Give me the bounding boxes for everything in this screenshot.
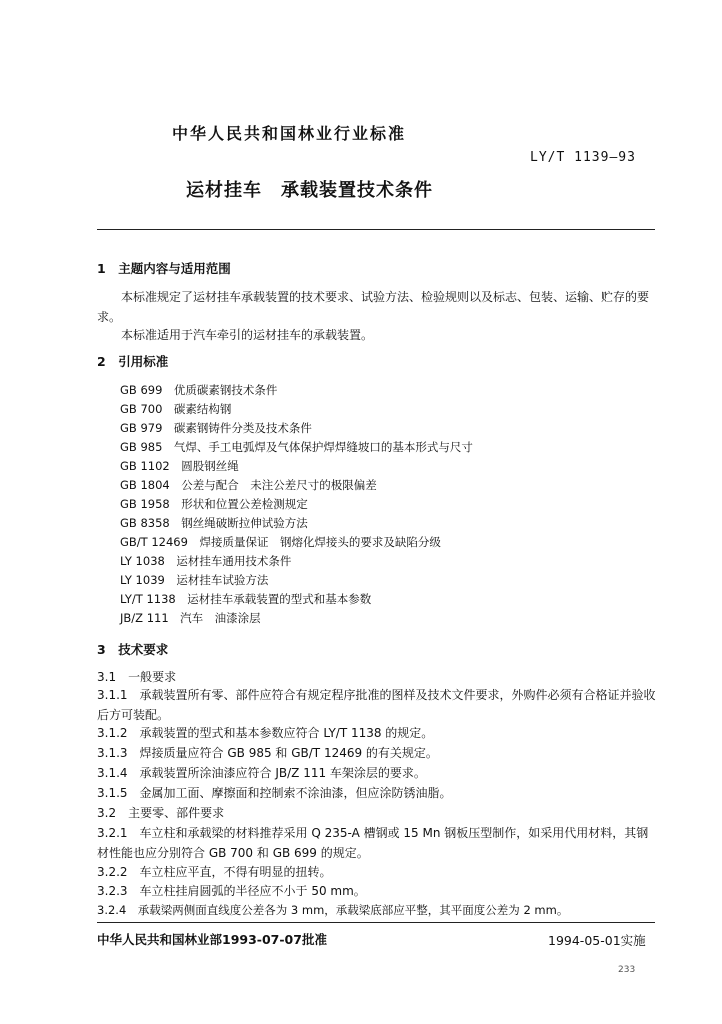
- reference-item: GB 1958 形状和位置公差检测规定: [120, 497, 308, 511]
- section-1-paragraph-2: 本标准适用于汽车牵引的运材挂车的承载装置。: [121, 328, 374, 342]
- reference-item: GB 8358 钢丝绳破断拉伸试验方法: [120, 516, 308, 530]
- page-number: 233: [618, 965, 636, 975]
- reference-item: GB 1102 圆股钢丝绳: [120, 459, 239, 473]
- reference-item: GB/T 12469 焊接质量保证 钢熔化焊接头的要求及缺陷分级: [120, 535, 441, 549]
- reference-item: GB 1804 公差与配合 未注公差尺寸的极限偏差: [120, 478, 377, 492]
- clause-3-1-5: 3.1.5 金属加工面、摩擦面和控制索不涂油漆，但应涂防锈油脂。: [97, 786, 452, 800]
- footer-divider: [97, 922, 655, 923]
- reference-item: GB 700 碳素结构钢: [120, 402, 232, 416]
- header-divider: [97, 229, 655, 230]
- clause-3-1-1: 3.1.1 承载装置所有零、部件应符合有规定程序批准的图样及技术文件要求，外购件必须有合格证并验收后方可装配。: [97, 688, 656, 722]
- document-title: 运材挂车 承载装置技术条件: [186, 180, 433, 201]
- reference-item: LY/T 1138 运材挂车承载装置的型式和基本参数: [120, 592, 372, 606]
- section-2-heading: 2 引用标准: [97, 354, 169, 369]
- clause-3-1-2: 3.1.2 承载装置的型式和基本参数应符合 LY/T 1138 的规定。: [97, 726, 434, 740]
- clause-3-2-1: 3.2.1 车立柱和承载梁的材料推荐采用 Q 235-A 槽钢或 15 Mn 钢板压型制作，如采用代用材料，其钢材性能也应分别符合 GB 700 和 GB 699 的规定。: [97, 826, 649, 860]
- implementation-date: 1994-05-01实施: [548, 933, 646, 948]
- reference-item: LY 1038 运材挂车通用技术条件: [120, 554, 292, 568]
- clause-3-2-4: 3.2.4 承载梁两侧面直线度公差各为 3 mm，承载梁底部应平整，其平面度公差为 2 mm。: [97, 903, 569, 917]
- reference-item: JB/Z 111 汽车 油漆涂层: [120, 611, 261, 625]
- reference-item: GB 979 碳素钢铸件分类及技术条件: [120, 421, 312, 435]
- standard-code: LY/T 1139—93: [530, 150, 636, 165]
- section-1-heading: 1 主题内容与适用范围: [97, 261, 231, 276]
- standard-category-title: 中华人民共和国林业行业标准: [172, 124, 407, 143]
- section-1-paragraph-1: 本标准规定了运材挂车承载装置的技术要求、试验方法、检验规则以及标志、包装、运输、贮存的要求。: [97, 290, 650, 324]
- clause-3-1-4: 3.1.4 承载装置所涂油漆应符合 JB/Z 111 车架涂层的要求。: [97, 766, 426, 780]
- clause-3-2: 3.2 主要零、部件要求: [97, 806, 225, 820]
- approval-line: 中华人民共和国林业部1993-07-07批准: [97, 932, 327, 947]
- section-3-heading: 3 技术要求: [97, 642, 169, 657]
- clause-3-2-3: 3.2.3 车立柱挂肩圆弧的半径应不小于 50 mm。: [97, 884, 366, 898]
- reference-item: GB 699 优质碳素钢技术条件: [120, 383, 278, 397]
- reference-item: LY 1039 运材挂车试验方法: [120, 573, 269, 587]
- clause-3-1: 3.1 一般要求: [97, 670, 177, 684]
- reference-item: GB 985 气焊、手工电弧焊及气体保护焊焊缝坡口的基本形式与尺寸: [120, 440, 473, 454]
- clause-3-1-3: 3.1.3 焊接质量应符合 GB 985 和 GB/T 12469 的有关规定。: [97, 746, 438, 760]
- clause-3-2-2: 3.2.2 车立柱应平直，不得有明显的扭转。: [97, 865, 332, 879]
